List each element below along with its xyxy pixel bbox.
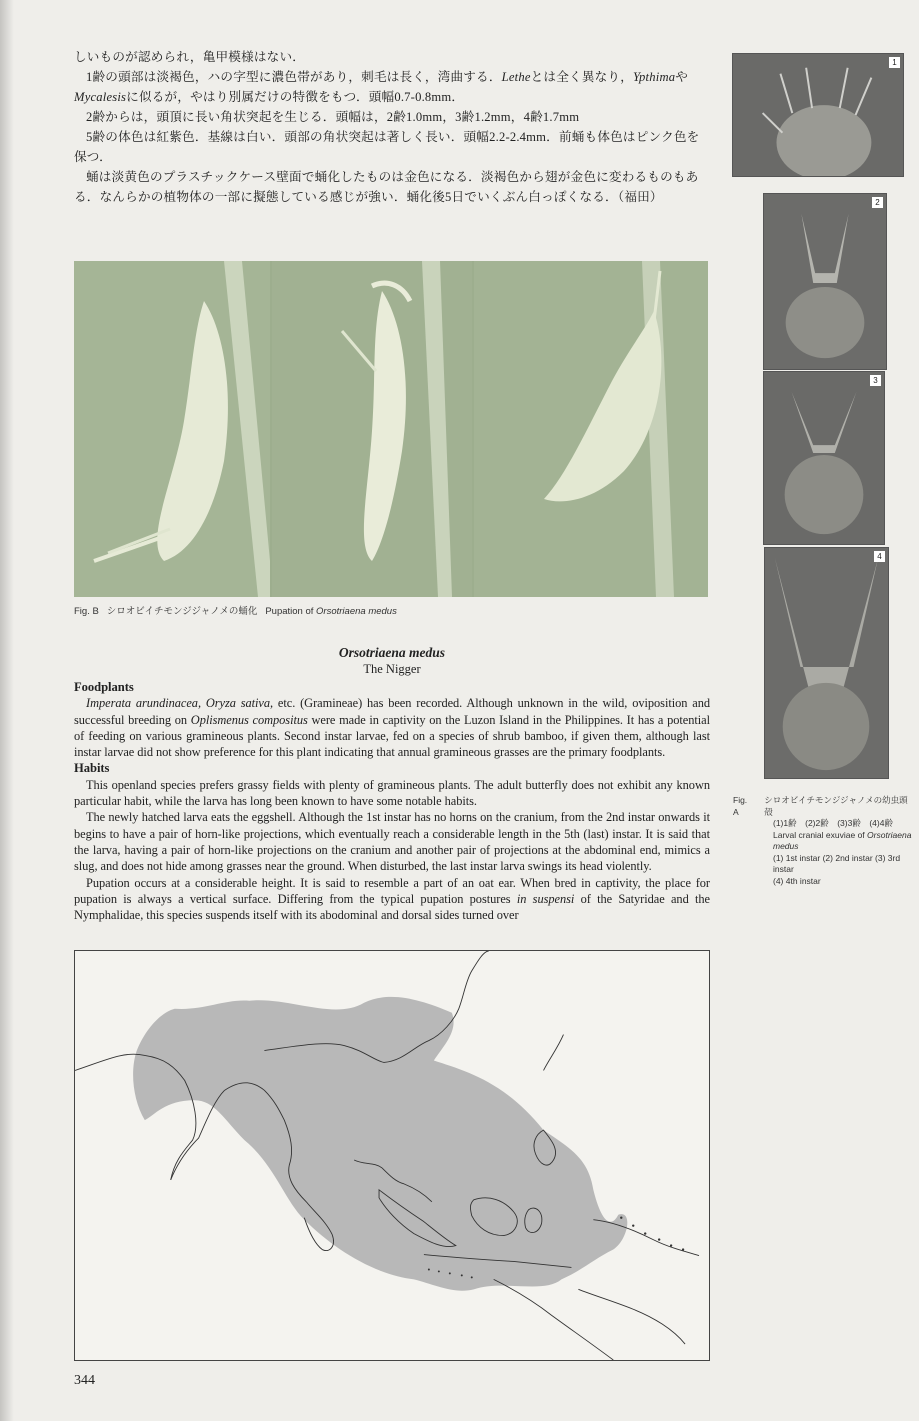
habits-p3-italic: in suspensi (516, 891, 575, 906)
jp-p1-text-a: 1齢の頭部は淡褐色，ハの字型に濃色帯があり，刺毛は長く，湾曲する． (86, 70, 502, 84)
jp-p1-ypthima: Ypthima (633, 70, 676, 84)
cranial-photo-3 (763, 371, 885, 545)
pupation-figure (74, 261, 708, 597)
cranial-photo-number-3: 3 (870, 375, 881, 386)
figure-b-caption-species: Orsotriaena medus (316, 606, 397, 617)
figure-b-caption-en: Pupation of (265, 606, 314, 617)
habits-p3-text-b: of the Satyridae and the Nymphalidae, this species suspends itself with its abodominal and dorsal sides turned over (74, 891, 710, 923)
jp-p1-mycalesis: Mycalesis (74, 90, 127, 104)
jp-p1-text-c: や (675, 70, 689, 84)
figure-a-caption (733, 795, 913, 887)
pupation-photo-3 (474, 261, 708, 597)
pupation-photo-1 (74, 261, 270, 597)
figure-a-label: Fig. A (733, 795, 748, 817)
figure-a-caption-en-list-1: (1) 1st instar (2) 2nd instar (3) 3rd instar (773, 852, 901, 874)
jp-p1-lethe: Lethe (501, 70, 531, 84)
figure-b-caption (74, 603, 714, 617)
species-scientific-name: Orsotriaena medus (338, 645, 446, 660)
habits-heading: Habits (74, 761, 110, 776)
page-gutter-shadow (0, 0, 14, 1421)
japanese-text-block (74, 47, 710, 207)
cranial-photo-1 (732, 53, 904, 177)
species-common-name: The Nigger (363, 662, 421, 676)
habits-p3-text-a: Pupation occurs at a considerable height. It is said to resemble a part of an oat ear. When bred in captivity, the place for pupation is always a vertical surface. Differing from the typical pupation postures (74, 875, 710, 906)
habits-paragraph-2: The newly hatched larva eats the eggshell. Although the 1st instar has no horns on the cranium, from the 2nd instar onwards it begins to have a pair of horn-like projections, which eventually reach a considerable length in the 5th (last) instar. It is said that the larva, having a pair of horn-like projections on the cranium and another pair of projections at the abdominal end, mimics a slug, and does not hide among grasses near the ground. When disturbed, the last instar larva swings its head violently. (74, 810, 710, 874)
cranial-photo-4 (764, 547, 889, 779)
foodplants-heading: Foodplants (74, 680, 134, 694)
figure-a-caption-species: Orsotriaena medus (773, 829, 912, 851)
distribution-map (74, 950, 710, 1361)
jp-paragraph-4: 蛹は淡黄色のプラスチックケース壁面で蛹化したものは金色になる．淡褐色から翅が金色に変わるものもある．なんらかの植物体の一部に擬態している感じが強い．蛹化後5日でいくぶん白っぽくなる．（福田） (74, 170, 699, 204)
figure-b-label: Fig. B (74, 606, 99, 617)
jp-paragraph-1 (74, 67, 710, 107)
figure-a-caption-en: Larval cranial exuviae of (773, 829, 865, 840)
cranial-photo-number-2: 2 (872, 197, 883, 208)
cranial-photo-number-4: 4 (874, 551, 885, 562)
jp-p1-text-b: とは全く異なり， (530, 70, 633, 84)
figure-b-caption-jp: シロオビイチモンジジャノメの蛹化 (106, 606, 258, 617)
foodplants-sci-2: Oplismenus compositus (190, 712, 308, 727)
page-number: 344 (74, 1373, 95, 1388)
foodplants-paragraph (74, 695, 710, 760)
jp-line-1: しいものが認められ，亀甲模様はない． (74, 50, 306, 64)
jp-paragraph-3: 5齢の体色は紅紫色．基線は白い．頭部の角状突起は著しく長い．頭幅2.2-2.4mm．前蛹も体色はピンク色を保つ． (74, 130, 700, 164)
english-text-block (74, 679, 710, 923)
jp-p1-text-d: に似るが，やはり別属だけの特徴をもつ．頭幅0.7-0.8mm． (126, 90, 465, 104)
species-heading (74, 645, 710, 677)
foodplants-sci-1: Imperata arundinacea, Oryza sativa, (86, 696, 274, 711)
pupation-photo-2 (272, 261, 472, 597)
foodplants-text-1: etc. (Gramineae) has been recorded. Although unknown in the wild, oviposition and successful breeding on (74, 696, 710, 727)
cranial-photo-number-1: 1 (889, 57, 900, 68)
habits-paragraph-1: This openland species prefers grassy fields with plenty of gramineous plants. The adult butterfly does not exhibit any known particular habit, while the larva has long been known to have some notable habits. (74, 777, 710, 809)
foodplants-text-2: were made in captivity on the Luzon Island in the Philippines. It has a potential of feeding on various gramineous plants. Second instar larvae, fed on a species of shrub bamboo, if given them, although last instar larvae did not show preference for this plant indicating that annual gramineous grasses are the primary foodplants. (74, 712, 710, 760)
figure-a-caption-en-list-2: (4) 4th instar (773, 875, 821, 886)
figure-a-caption-jp-list: (1)1齢 (2)2齢 (3)3齢 (4)4齢 (773, 818, 893, 828)
habits-paragraph-3 (74, 875, 710, 924)
jp-paragraph-2: 2齢からは，頭頂に長い角状突起を生じる．頭幅は，2齢1.0mm，3齢1.2mm，4齢1.7mm (86, 110, 580, 124)
figure-a-caption-jp: シロオビイチモンジジャノメの幼虫頭殻 (764, 795, 908, 817)
cranial-photo-2 (763, 193, 887, 370)
